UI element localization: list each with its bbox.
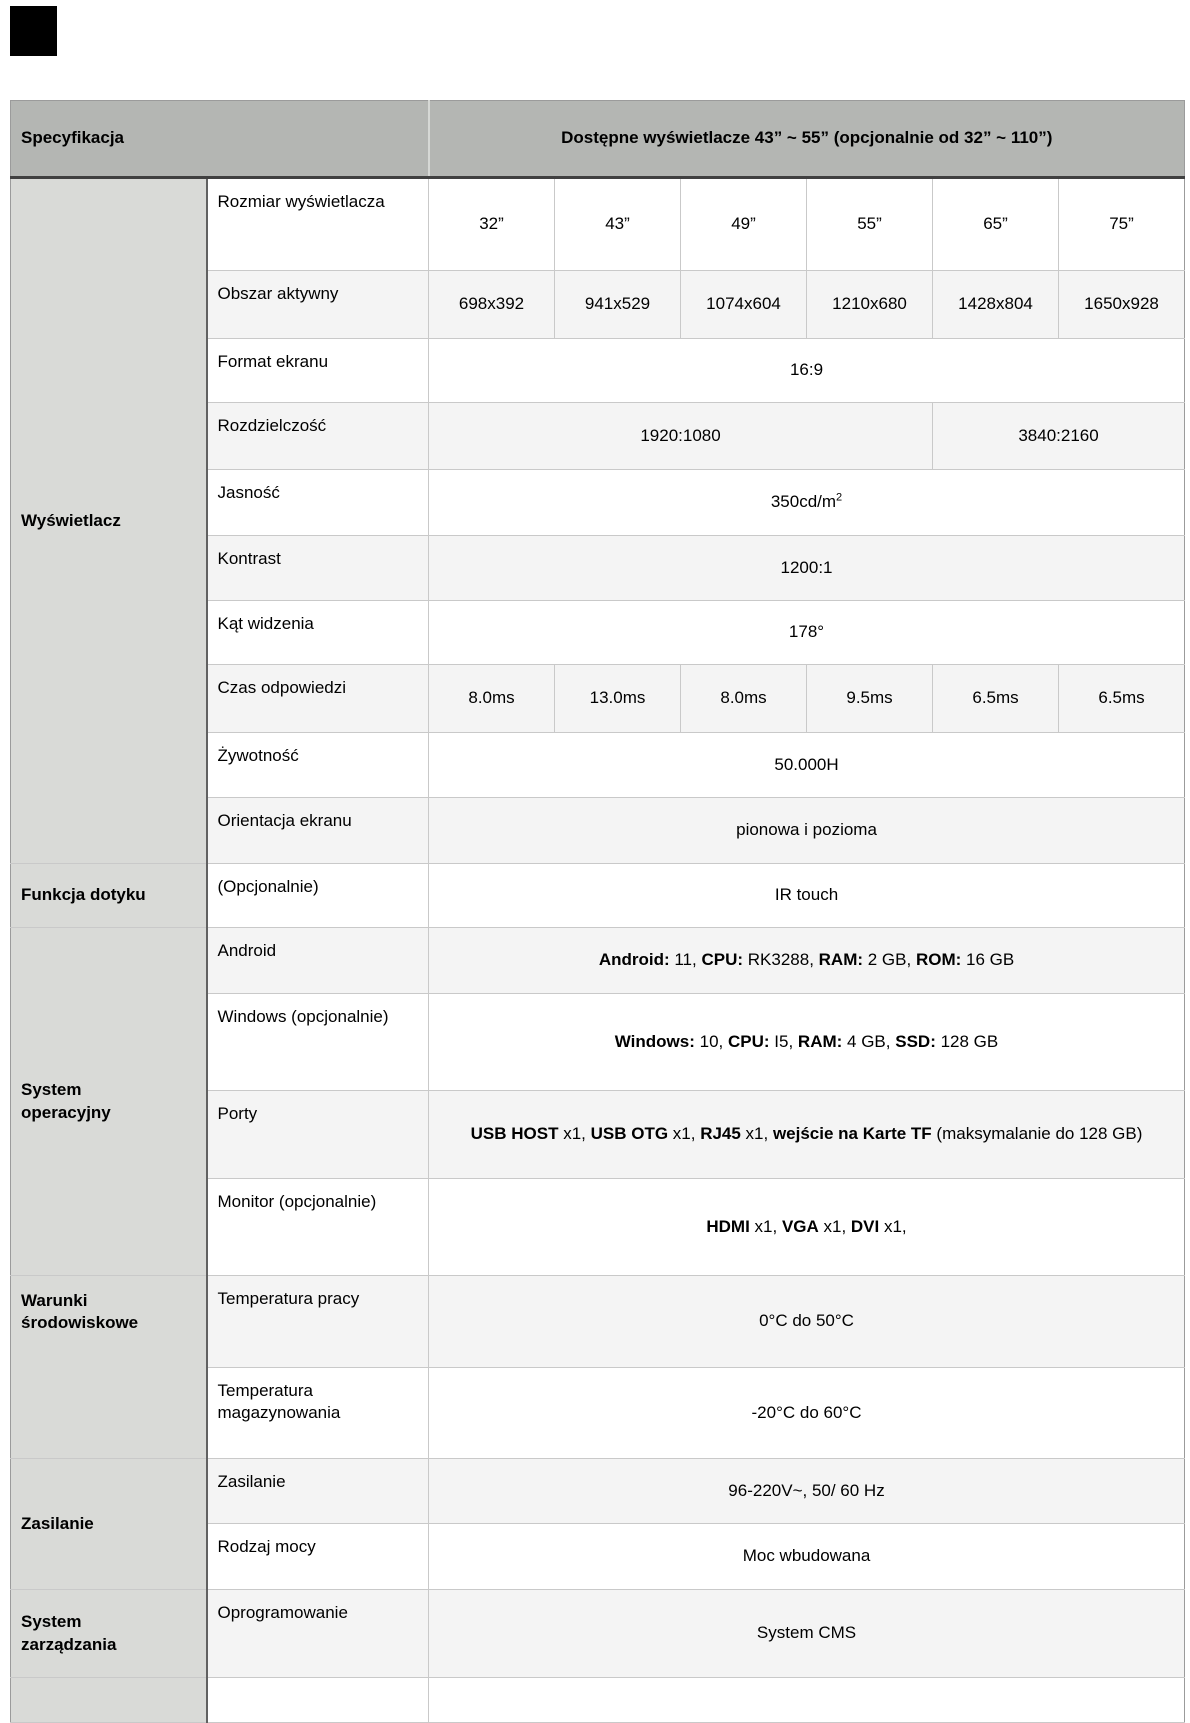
ports-usb-otg-qty: x1, <box>668 1124 701 1144</box>
label-display-size: Rozmiar wyświetlacza <box>207 178 429 271</box>
ports-rj45: RJ45 <box>700 1124 741 1144</box>
android-val-ram: 2 GB, <box>863 950 916 970</box>
response-43: 13.0ms <box>555 665 681 733</box>
label-operating-temp: Temperatura pracy <box>207 1276 429 1368</box>
ports-usb-host-qty: x1, <box>558 1124 591 1144</box>
resolution-uhd-value: 3840:2160 <box>933 403 1185 470</box>
label-orientation: Orientacja ekranu <box>207 798 429 864</box>
android-val-os: 11, <box>669 950 702 970</box>
row-power-supply <box>11 1459 1185 1524</box>
group-environment-label: Warunki środowiskowe <box>21 1291 139 1333</box>
row-android <box>11 928 1185 994</box>
label-monitor: Monitor (opcjonalnie) <box>207 1179 429 1276</box>
active-area-43: 941x529 <box>555 271 681 339</box>
response-49: 8.0ms <box>681 665 807 733</box>
resolution-fhd-value: 1920:1080 <box>429 403 933 470</box>
response-75: 6.5ms <box>1059 665 1185 733</box>
label-brightness: Jasność <box>207 470 429 536</box>
android-key-os: Android: <box>598 950 670 970</box>
windows-val-os: 10, <box>694 1031 728 1051</box>
group-power <box>11 1459 207 1590</box>
monitor-dvi-qty: x1, <box>879 1216 907 1236</box>
monitor-dvi: DVI <box>850 1216 880 1236</box>
response-32: 8.0ms <box>429 665 555 733</box>
row-software <box>11 1590 1185 1678</box>
header-available-displays: Dostępne wyświetlacze 43” ~ 55” (opcjonalnie od 32” ~ 110”) <box>429 101 1185 178</box>
group-touch-label: Funkcja dotyku <box>21 885 146 905</box>
power-supply-value: 96-220V~, 50/ 60 Hz <box>429 1459 1185 1524</box>
monitor-value <box>429 1179 1185 1276</box>
row-operating-temp <box>11 1276 1185 1368</box>
ports-usb-otg: USB OTG <box>590 1124 669 1144</box>
windows-value <box>429 994 1185 1091</box>
size-55: 55” <box>807 178 933 271</box>
android-key-rom: ROM: <box>915 950 962 970</box>
label-touch-optional: (Opcjonalnie) <box>207 864 429 928</box>
brightness-sup: 2 <box>836 491 843 504</box>
label-aspect-ratio: Format ekranu <box>207 339 429 403</box>
group-os-label: System operacyjny <box>21 1080 111 1122</box>
power-type-value: Moc wbudowana <box>429 1524 1185 1590</box>
label-response-time: Czas odpowiedzi <box>207 665 429 733</box>
label-viewing-angle: Kąt widzenia <box>207 601 429 665</box>
label-lifetime: Żywotność <box>207 733 429 798</box>
group-touch <box>11 864 207 928</box>
android-val-rom: 16 GB <box>961 950 1015 970</box>
operating-temp-value: 0°C do 50°C <box>429 1276 1185 1368</box>
label-power-type: Rodzaj mocy <box>207 1524 429 1590</box>
storage-temp-value: -20°C do 60°C <box>429 1368 1185 1459</box>
table-header-row <box>11 101 1185 178</box>
android-value <box>429 928 1185 994</box>
label-clipped <box>207 1678 429 1723</box>
aspect-ratio-value: 16:9 <box>429 339 1185 403</box>
header-spec-label: Specyfikacja <box>11 101 429 178</box>
monitor-hdmi: HDMI <box>706 1216 750 1236</box>
ports-tf-card-note: (maksymalanie do 128 GB) <box>931 1124 1143 1144</box>
size-32: 32” <box>429 178 555 271</box>
active-area-32: 698x392 <box>429 271 555 339</box>
label-power-supply: Zasilanie <box>207 1459 429 1524</box>
size-49: 49” <box>681 178 807 271</box>
size-43: 43” <box>555 178 681 271</box>
ports-usb-host: USB HOST <box>470 1124 559 1144</box>
group-power-label: Zasilanie <box>21 1513 94 1533</box>
brightness-value <box>429 470 1185 536</box>
viewing-angle-value: 178° <box>429 601 1185 665</box>
label-active-area: Obszar aktywny <box>207 271 429 339</box>
size-65: 65” <box>933 178 1059 271</box>
group-display-label: Wyświetlacz <box>21 510 121 530</box>
android-key-ram: RAM: <box>818 950 864 970</box>
orientation-value: pionowa i pozioma <box>429 798 1185 864</box>
group-display <box>11 178 207 864</box>
ports-value <box>429 1091 1185 1179</box>
group-management-label: System zarządzania <box>21 1612 117 1654</box>
specification-table <box>10 100 1185 1723</box>
windows-val-ram: 4 GB, <box>842 1031 896 1051</box>
lifetime-value: 50.000H <box>429 733 1185 798</box>
active-area-55: 1210x680 <box>807 271 933 339</box>
windows-val-ssd: 128 GB <box>935 1031 999 1051</box>
brightness-text: 350cd/m <box>770 492 837 512</box>
label-software: Oprogramowanie <box>207 1590 429 1678</box>
response-65: 6.5ms <box>933 665 1059 733</box>
windows-val-cpu: I5, <box>769 1031 798 1051</box>
corner-mark <box>10 6 57 56</box>
monitor-vga: VGA <box>781 1216 819 1236</box>
windows-key-os: Windows: <box>614 1031 695 1051</box>
label-storage-temp: Temperatura magazynowania <box>207 1368 429 1459</box>
android-key-cpu: CPU: <box>701 950 744 970</box>
ports-rj45-qty: x1, <box>740 1124 773 1144</box>
group-os <box>11 928 207 1276</box>
row-touch-function <box>11 864 1185 928</box>
label-ports: Porty <box>207 1091 429 1179</box>
windows-key-ssd: SSD: <box>895 1031 936 1051</box>
monitor-hdmi-qty: x1, <box>749 1216 782 1236</box>
response-55: 9.5ms <box>807 665 933 733</box>
active-area-65: 1428x804 <box>933 271 1059 339</box>
label-resolution: Rozdzielczość <box>207 403 429 470</box>
contrast-value: 1200:1 <box>429 536 1185 601</box>
group-management <box>11 1590 207 1678</box>
label-android: Android <box>207 928 429 994</box>
row-display-size <box>11 178 1185 271</box>
value-clipped <box>429 1678 1185 1723</box>
windows-key-cpu: CPU: <box>728 1031 770 1051</box>
android-val-cpu: RK3288, <box>743 950 819 970</box>
monitor-vga-qty: x1, <box>818 1216 851 1236</box>
touch-value: IR touch <box>429 864 1185 928</box>
group-environment <box>11 1276 207 1459</box>
group-clipped <box>11 1678 207 1723</box>
ports-tf-card: wejście na Karte TF <box>772 1124 932 1144</box>
label-windows: Windows (opcjonalnie) <box>207 994 429 1091</box>
active-area-49: 1074x604 <box>681 271 807 339</box>
size-75: 75” <box>1059 178 1185 271</box>
software-value: System CMS <box>429 1590 1185 1678</box>
active-area-75: 1650x928 <box>1059 271 1185 339</box>
windows-key-ram: RAM: <box>797 1031 843 1051</box>
label-contrast: Kontrast <box>207 536 429 601</box>
row-clipped-continuation <box>11 1678 1185 1723</box>
